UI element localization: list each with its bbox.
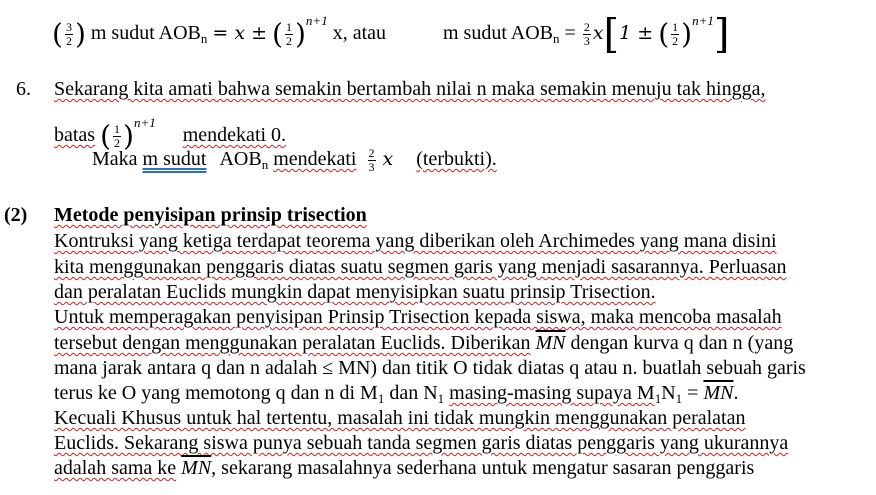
var-x: x	[592, 22, 604, 44]
fraction	[285, 21, 293, 48]
frac-num: 1	[672, 19, 679, 34]
section-title-text: Metode penyisipan prinsip trisection	[54, 204, 367, 226]
text-run: tersebut dengan menggunakan peralatan Euclids. Diberikan	[54, 332, 531, 354]
paragraph-line: Untuk memperagakan penyisipan Prinsip Trisection kepada siswa, maka mencoba masalah	[54, 306, 782, 328]
fraction	[65, 21, 73, 48]
formula-eq: 1 ±	[619, 22, 654, 44]
frac-num: 2	[368, 145, 375, 160]
paren-close: )	[123, 119, 134, 153]
paragraph-line: dan peralatan Euclids mungkin dapat menyisipkan suatu prinsip Trisection.	[54, 281, 656, 303]
paragraph-line: terus ke O yang memotong q dan n di $M_1$ dan $N_1$ masing-masing supaya $M_1N_1 = \overline{MN}$.	[54, 382, 739, 406]
fraction	[583, 21, 591, 48]
paren-open: (	[52, 17, 63, 51]
fraction	[671, 21, 679, 48]
text-run: masing-masing supaya M	[449, 382, 655, 404]
paragraph-line: mana jarak antara q dan n adalah ≤ MN) dan titik O tidak diatas q atau n. buatlah sebuah garis	[54, 357, 806, 379]
text-run: batas	[54, 124, 96, 146]
text-run: mendekati	[273, 148, 357, 170]
formula-text: m sudut AOB	[90, 22, 201, 44]
formula-eq: =	[564, 22, 576, 44]
frac-den: 2	[672, 33, 679, 48]
text-run: adalah sama ke	[54, 457, 177, 479]
paragraph-line: Kecuali Khusus untuk hal tertentu, masalah ini tidak mungkin menggunakan peralatan	[54, 407, 746, 429]
formula-text: m sudut AOB	[443, 22, 554, 44]
paragraph-line: Kontruksi yang ketiga terdapat teorema yang diberikan oleh Archimedes yang mana disini	[54, 230, 777, 252]
subscript: 1	[675, 391, 683, 406]
paragraph-line: Sekarang kita amati bahwa semakin bertambah nilai n maka semakin menuju tak hingga,	[54, 78, 766, 100]
frac-num: 1	[285, 19, 292, 34]
frac-den: 3	[368, 159, 375, 174]
text-run: =	[687, 382, 699, 404]
paren-close: )	[74, 17, 86, 51]
formula-eq: = x ±	[212, 22, 268, 44]
formula-line-right	[443, 8, 730, 58]
batas-line	[54, 110, 287, 153]
subscript: 1	[654, 391, 662, 406]
formula-line	[52, 8, 386, 52]
segment-mn: $\overline{MN}$	[703, 382, 734, 404]
text-run: m sudut	[142, 148, 207, 170]
subscript: 1	[437, 391, 445, 406]
frac-den: 2	[65, 33, 72, 48]
text-run: (terbukti).	[416, 148, 497, 170]
segment-mn: $\overline{MN}$	[535, 332, 566, 354]
subscript: n	[553, 31, 560, 46]
exponent: n+1	[305, 13, 328, 28]
fraction	[368, 147, 376, 174]
subscript: 1	[377, 391, 385, 406]
paren-open: (	[100, 119, 112, 153]
text-run: N	[661, 382, 676, 404]
bracket-close: ]	[713, 11, 730, 58]
paren-close: )	[681, 17, 693, 51]
paragraph-line: Euclids. Sekarang siswa punya sebuah tanda segmen garis diatas penggaris yang ukurannya	[54, 432, 789, 454]
paren-open: (	[272, 17, 283, 51]
paren-open: (	[658, 17, 670, 51]
paragraph-line	[54, 455, 754, 481]
text-run: dan N	[389, 382, 438, 404]
frac-num: 2	[583, 19, 590, 34]
paren-close: )	[294, 17, 306, 51]
frac-den: 2	[114, 135, 121, 150]
frac-den: 2	[285, 33, 292, 48]
section-number	[4, 202, 27, 228]
subscript: n	[261, 157, 269, 172]
text-run: terus ke O yang memotong q dan n di M	[54, 382, 378, 404]
frac-num: 1	[114, 121, 121, 136]
subscript: n	[200, 31, 208, 46]
frac-den: 3	[583, 33, 590, 48]
text-run: dengan kurva q dan n (yang	[570, 332, 794, 354]
var-x: x	[382, 148, 394, 170]
segment-mn: $\overline{MN}$	[181, 457, 212, 479]
text-run: mendekati 0.	[182, 124, 287, 146]
maka-line	[92, 146, 497, 178]
item-number: 6.	[16, 78, 31, 100]
text-run: , sekarang masalahnya sederhana untuk mengatur sasaran penggaris	[211, 457, 755, 479]
section-number-text: (2)	[4, 204, 28, 226]
text-run: Maka	[92, 148, 138, 170]
paragraph-line	[54, 330, 793, 356]
section-title	[54, 202, 367, 228]
frac-num: 3	[65, 19, 72, 34]
formula-text: x, atau	[332, 22, 387, 44]
exponent: n+1	[133, 115, 156, 130]
text-run: AOB	[219, 148, 262, 170]
paragraph-line: kita menggunakan penggaris diatas suatu segmen garis yang menjadi sasarannya. Perluasan	[54, 256, 787, 278]
exponent: n+1	[692, 13, 714, 28]
bracket-open: [	[603, 11, 620, 58]
